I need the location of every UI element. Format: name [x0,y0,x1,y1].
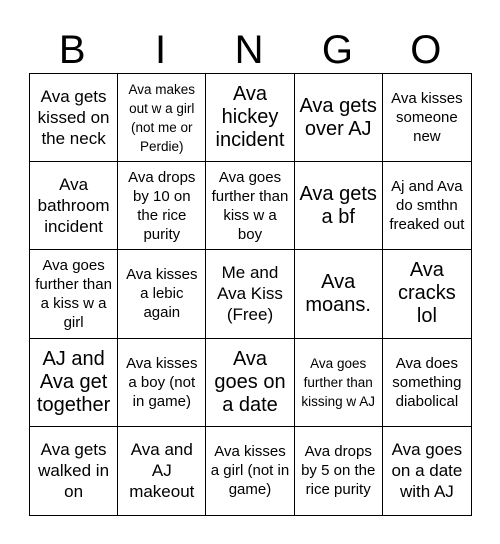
cell-text: Ava kisses a lebic again [126,266,198,322]
header-letter-o: O [410,28,444,72]
cell-text: Ava goes on a date [214,347,286,416]
cell-text: Ava gets walked in on [38,440,110,502]
bingo-cell[interactable] [383,162,471,250]
cell-text: Ava kisses a boy (not in game) [126,354,198,410]
cell-text: Me and Ava Kiss (Free) [217,263,283,325]
cell-text: Ava goes further than a kiss w a girl [35,256,112,331]
cell-text: Ava does something diabolical [392,354,462,410]
cell-text: Ava kisses a girl (not in game) [210,443,290,499]
bingo-cell[interactable] [118,427,206,515]
header-letter-g: G [321,28,355,72]
cell-text: Ava hickey incident [215,83,285,152]
cell-text: Ava gets kissed on the neck [37,87,110,149]
bingo-cell[interactable] [206,250,294,338]
bingo-cell[interactable] [206,162,294,250]
cell-text: Ava goes further than kiss w a boy [211,168,289,243]
cell-text: Ava kisses someone new [391,90,463,146]
header-letter-n: N [234,28,266,72]
header-letter-b: B [58,28,88,72]
bingo-cell[interactable] [30,74,118,162]
bingo-cell[interactable] [118,250,206,338]
cell-text: Ava drops by 10 on the rice purity [128,168,196,243]
bingo-cell[interactable] [295,74,383,162]
bingo-cell[interactable] [30,427,118,515]
cell-text: Ava gets a bf [299,182,377,228]
cell-text: AJ and Ava get together [36,347,111,416]
bingo-cell[interactable] [118,162,206,250]
cell-text: Ava cracks lol [397,259,456,328]
bingo-cell[interactable] [295,339,383,427]
bingo-cell[interactable] [295,250,383,338]
cell-text: Ava makes out w a girl (not me or Perdie) [128,81,196,154]
bingo-cell[interactable] [295,162,383,250]
bingo-header [29,28,471,72]
bingo-cell[interactable] [30,162,118,250]
bingo-cell[interactable] [295,427,383,515]
cell-text: Ava bathroom incident [37,175,110,237]
bingo-cell[interactable] [30,250,118,338]
bingo-cell[interactable] [118,339,206,427]
cell-text: Ava gets over AJ [299,94,377,140]
bingo-cell[interactable] [383,339,471,427]
bingo-cell[interactable] [383,427,471,515]
cell-text: Ava and AJ makeout [129,440,195,502]
header-letter-i: I [155,28,169,72]
cell-text: Ava goes on a date with AJ [391,440,463,502]
bingo-cell[interactable] [206,339,294,427]
cell-text: Ava drops by 5 on the rice purity [301,443,376,499]
bingo-cell[interactable] [383,74,471,162]
cell-text: Ava goes further than kissing w AJ [301,355,375,409]
bingo-cell[interactable] [206,74,294,162]
bingo-cell[interactable] [30,339,118,427]
cell-text: Aj and Ava do smthn freaked out [389,178,465,234]
bingo-cell[interactable] [206,427,294,515]
bingo-grid [29,73,472,516]
bingo-cell[interactable] [118,74,206,162]
cell-text: Ava moans. [305,270,371,316]
bingo-cell[interactable] [383,250,471,338]
